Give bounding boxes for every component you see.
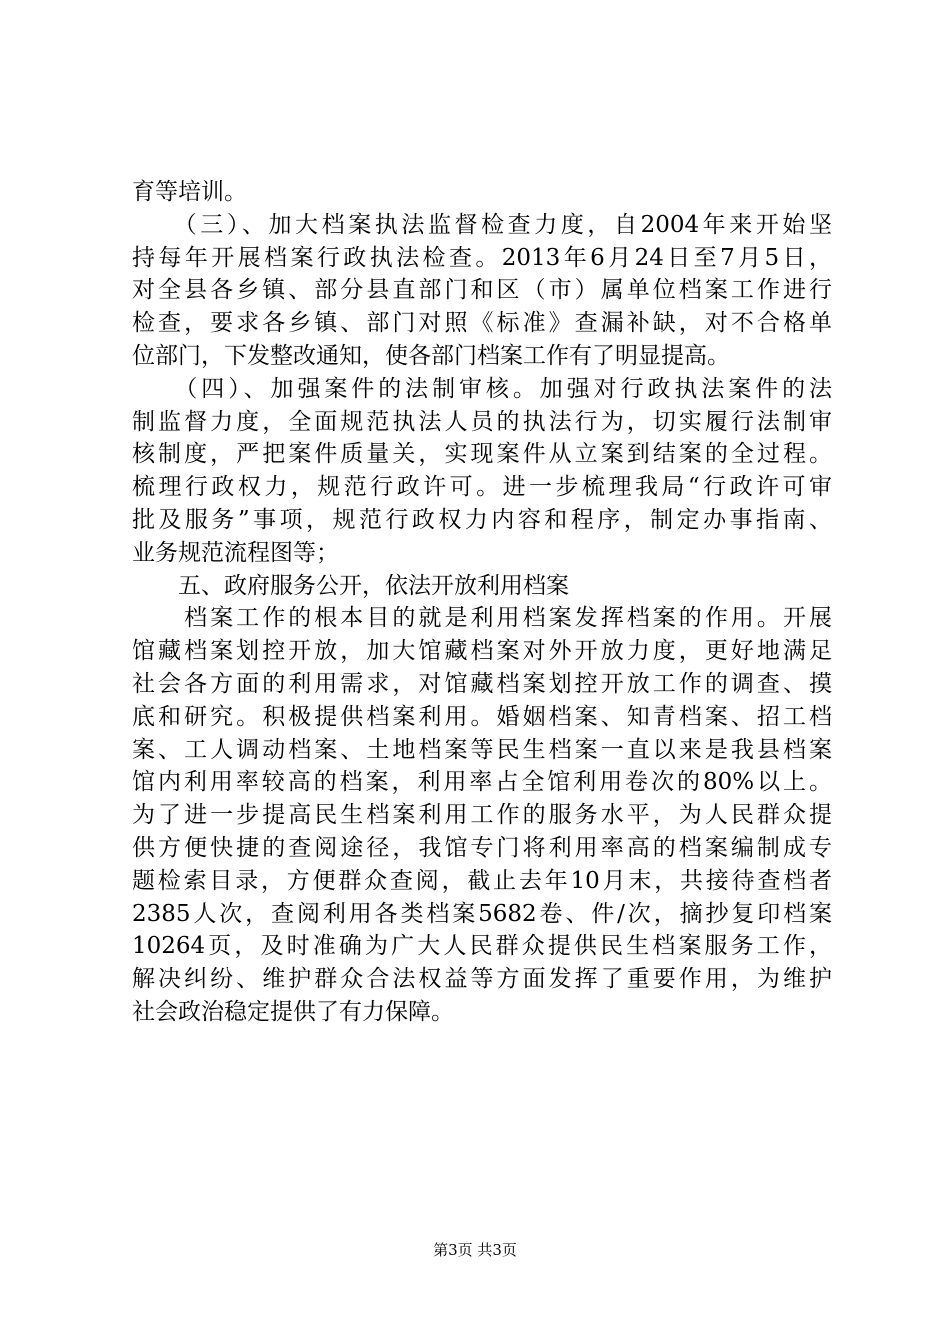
text-line: 对全县各乡镇、部分县直部门和区（市）属单位档案工作进行 xyxy=(132,277,832,304)
text-line: 批及服务”事项，规范行政权力内容和程序，制定办事指南、 xyxy=(132,506,832,533)
text-line: 梳理行政权力，规范行政许可。进一步梳理我局“行政许可审 xyxy=(132,474,832,501)
text-line: 10264页，及时准确为广大人民群众提供民生档案服务工作， xyxy=(132,933,832,960)
text-line: 题检索目录，方便群众查阅，截止去年10月末，共接待查档者 xyxy=(132,867,832,894)
text-line: 2385人次，查阅利用各类档案5682卷、件/次，摘抄复印档案 xyxy=(132,900,832,927)
text-line: 位部门，下发整改通知，使各部门档案工作有了明显提高。 xyxy=(132,342,730,369)
text-line: 馆藏档案划控开放，加大馆藏档案对外开放力度，更好地满足 xyxy=(132,638,832,665)
text-line: 社会政治稳定提供了有力保障。 xyxy=(132,998,454,1025)
text-line: 核制度，严把案件质量关，实现案件从立案到结案的全过程。 xyxy=(132,441,832,468)
text-line: 制监督力度，全面规范执法人员的执法行为，切实履行法制审 xyxy=(132,408,832,435)
text-line: 社会各方面的利用需求，对馆藏档案划控开放工作的调查、摸 xyxy=(132,670,832,697)
text-line: 检查，要求各乡镇、部门对照《标准》查漏补缺，对不合格单 xyxy=(132,310,832,337)
text-line: 档案工作的根本目的就是利用档案发挥档案的作用。开展 xyxy=(132,605,832,632)
text-line: （三）、加大档案执法监督检查力度，自2004年来开始坚 xyxy=(132,211,832,238)
text-line: 底和研究。积极提供档案利用。婚姻档案、知青档案、招工档 xyxy=(132,703,832,730)
text-line: （四）、加强案件的法制审核。加强对行政执法案件的法 xyxy=(132,375,832,402)
document-body xyxy=(132,176,832,1029)
text-line: 为了进一步提高民生档案利用工作的服务水平，为人民群众提 xyxy=(132,802,832,829)
text-line: 持每年开展档案行政执法检查。2013年6月24日至7月5日， xyxy=(132,244,832,271)
text-line: 馆内利用率较高的档案，利用率占全馆利用卷次的80%以上。 xyxy=(132,769,832,796)
text-line: 育等培训。 xyxy=(132,179,247,205)
text-line: 供方便快捷的查阅途径，我馆专门将利用率高的档案编制成专 xyxy=(132,834,832,861)
text-line: 业务规范流程图等； xyxy=(132,539,339,566)
page-footer: 第3页 共3页 xyxy=(433,1241,517,1259)
text-line: 五、政府服务公开，依法开放利用档案 xyxy=(132,572,569,599)
text-line: 解决纠纷、维护群众合法权益等方面发挥了重要作用，为维护 xyxy=(132,966,832,993)
text-line: 案、工人调动档案、土地档案等民生档案一直以来是我县档案 xyxy=(132,736,832,763)
